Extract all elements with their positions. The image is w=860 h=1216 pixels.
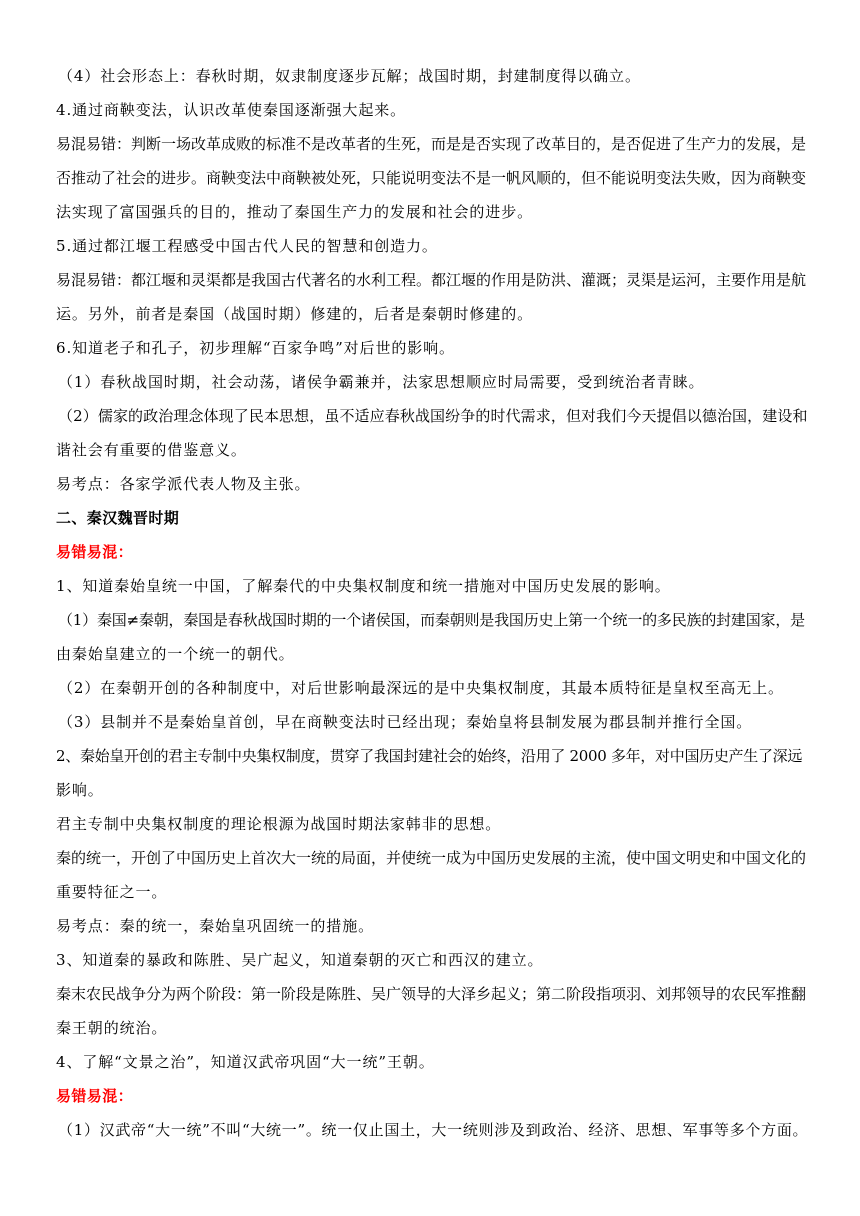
text-line: 秦王朝的统治。 <box>56 1019 168 1037</box>
text-line: 法实现了富国强兵的目的，推动了秦国生产力的发展和社会的进步。 <box>56 203 534 221</box>
text-line: 秦的统一，开创了中国历史上首次大一统的局面，并使统一成为中国历史发展的主流，使中国文明史和中国文化的 <box>56 849 807 867</box>
text-line: （4）社会形态上：春秋时期，奴隶制度逐步瓦解；战国时期，封建制度得以确立。 <box>58 67 641 85</box>
section-item: 2、秦始皇开创的君主专制中央集权制度，贯穿了我国封建社会的始终，沿用了 2000 多年，对中国历史产生了深远 <box>56 747 803 765</box>
section-item: 6.知道老子和孔子，初步理解“百家争鸣”对后世的影响。 <box>56 339 455 357</box>
text-line: （2）在秦朝开创的各种制度中，对后世影响最深远的是中央集权制度，其最本质特征是皇权至高无上。 <box>58 679 784 697</box>
section-item: 1、知道秦始皇统一中国，了解秦代的中央集权制度和统一措施对中国历史发展的影响。 <box>56 577 671 595</box>
highlight-label: 易错易混： <box>56 1087 134 1105</box>
section-heading: 二、秦汉魏晋时期 <box>56 509 180 527</box>
section-item: 3、知道秦的暴政和陈胜、吴广起义，知道秦朝的灭亡和西汉的建立。 <box>56 951 544 969</box>
section-item: 4、了解“文景之治”，知道汉武帝巩固“大一统”王朝。 <box>56 1053 435 1071</box>
section-item: 5.通过都江堰工程感受中国古代人民的智慧和创造力。 <box>56 237 438 255</box>
text-line: （3）县制并不是秦始皇首创，早在商鞅变法时已经出现；秦始皇将县制发展为郡县制并推行全国。 <box>58 713 753 731</box>
text-line: 谐社会有重要的借鉴意义。 <box>56 441 247 459</box>
text-line: 重要特征之一。 <box>56 883 168 901</box>
text-line: 否推动了社会的进步。商鞅变法中商鞅被处死，只能说明变法不是一帆风顺的，但不能说明变法失败，因为商鞅变 <box>56 169 807 187</box>
text-line: 易混易错：判断一场改革成败的标准不是改革者的生死，而是是否实现了改革目的，是否促进了生产力的发展，是 <box>56 135 807 153</box>
text-line: （2）儒家的政治理念体现了民本思想，虽不适应春秋战国纷争的时代需求，但对我们今天提倡以德治国，建设和 <box>58 407 808 425</box>
text-line: （1）春秋战国时期，社会动荡，诸侯争霸兼并，法家思想顺应时局需要，受到统治者青睐。 <box>58 373 705 391</box>
text-line: 运。另外，前者是秦国（战国时期）修建的，后者是秦朝时修建的。 <box>56 305 534 323</box>
text-line: 易混易错：都江堰和灵渠都是我国古代著名的水利工程。都江堰的作用是防洪、灌溉；灵渠是运河，主要作用是航 <box>56 271 807 289</box>
text-line: 君主专制中央集权制度的理论根源为战国时期法家韩非的思想。 <box>56 815 502 833</box>
text-line: （1）秦国≠秦朝，秦国是春秋战国时期的一个诸侯国，而秦朝则是我国历史上第一个统一的多民族的封建国家，是 <box>58 611 805 629</box>
text-line: 秦末农民战争分为两个阶段：第一阶段是陈胜、吴广领导的大泽乡起义；第二阶段指项羽、刘邦领导的农民军推翻 <box>56 985 807 1003</box>
text-line: 由秦始皇建立的一个统一的朝代。 <box>56 645 295 663</box>
highlight-label: 易错易混： <box>56 543 134 561</box>
text-line: 易考点：各家学派代表人物及主张。 <box>56 475 311 493</box>
text-line: 影响。 <box>56 781 104 799</box>
section-item: 4.通过商鞅变法，认识改革使秦国逐渐强大起来。 <box>56 101 407 119</box>
text-line: （1）汉武帝“大一统”不叫“大统一”。统一仅止国土，大一统则涉及到政治、经济、思想、军事等多个方面。 <box>58 1121 809 1139</box>
text-line: 易考点：秦的统一，秦始皇巩固统一的措施。 <box>56 917 375 935</box>
